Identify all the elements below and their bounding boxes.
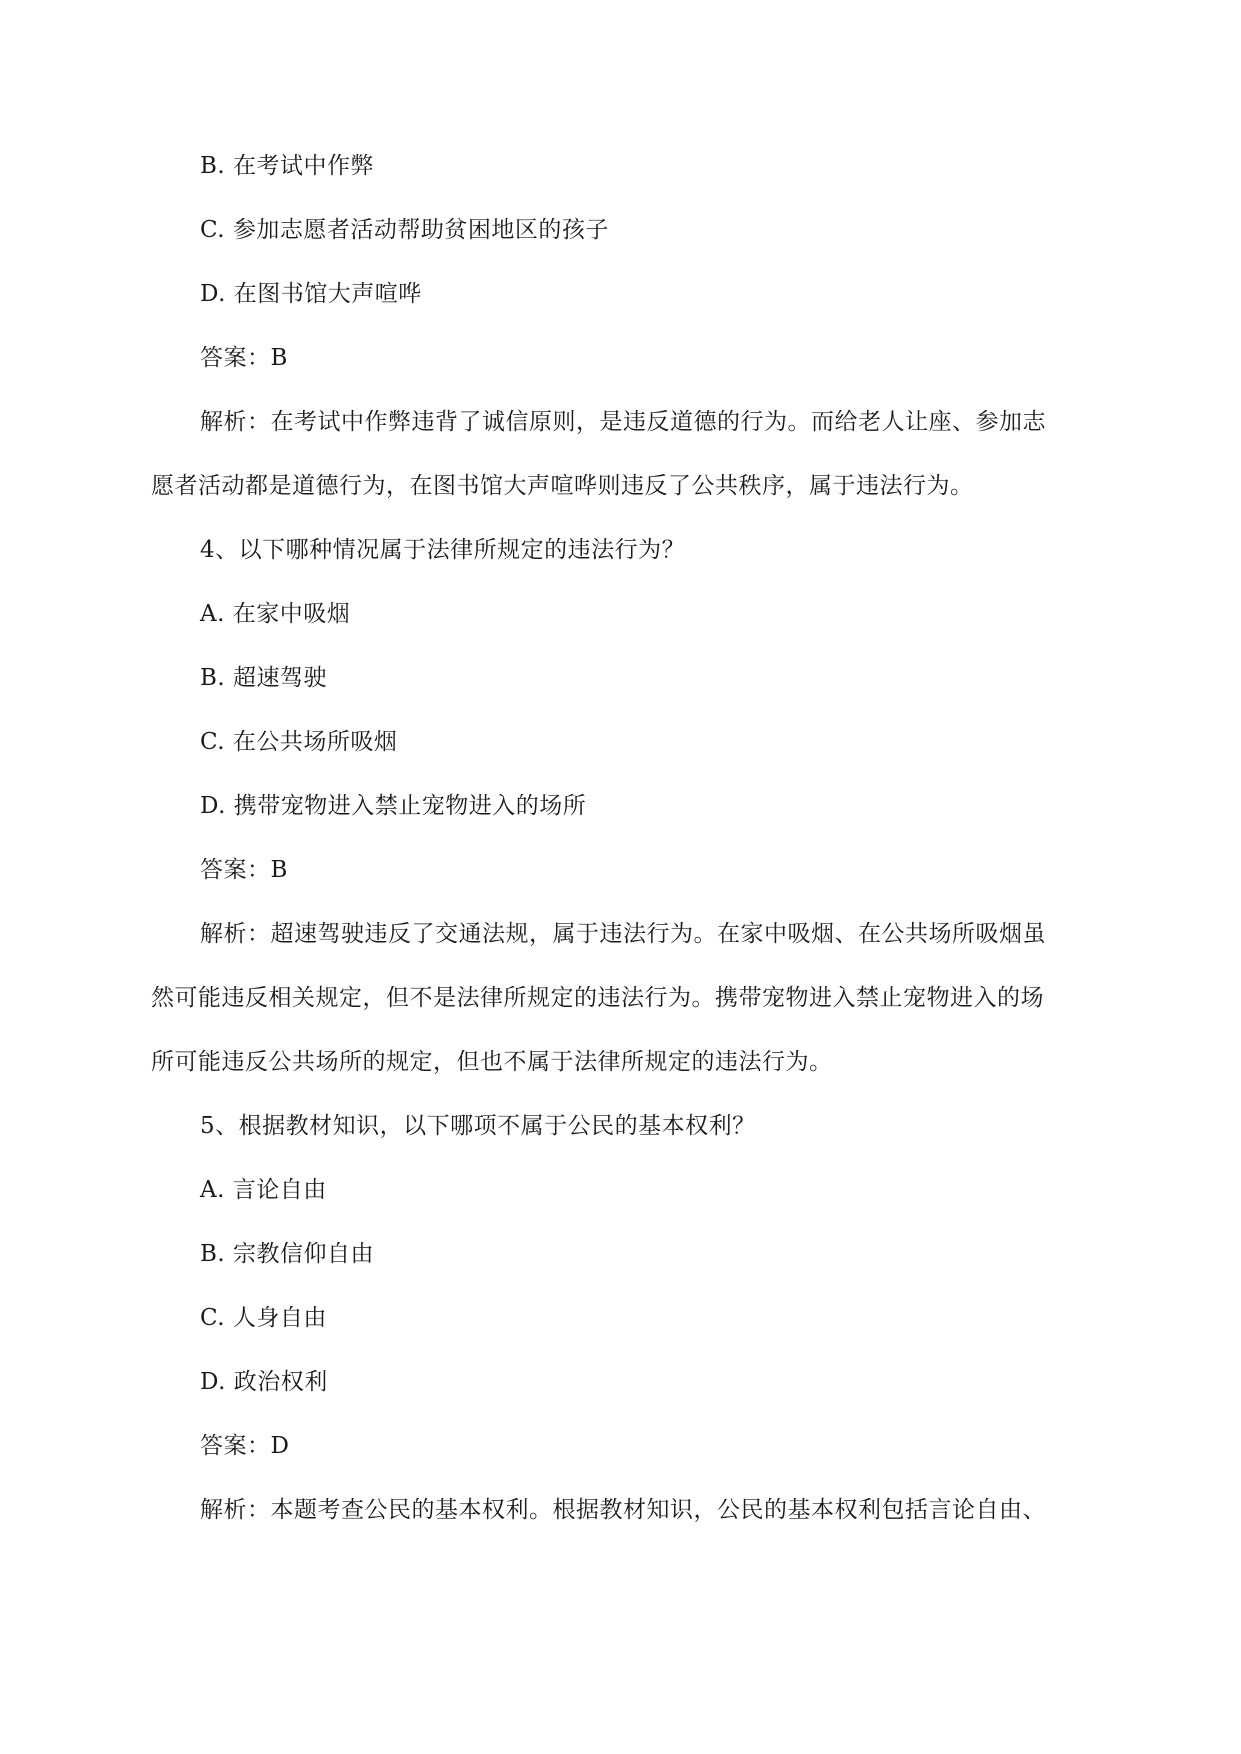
question-4: 4、以下哪种情况属于法律所规定的违法行为？ <box>200 537 686 563</box>
option-a-q4: A. 在家中吸烟 <box>200 601 351 627</box>
answer-q5: 答案：D <box>200 1433 290 1459</box>
option-c-q5: C. 人身自由 <box>200 1305 327 1331</box>
option-c-q3: C. 参加志愿者活动帮助贫困地区的孩子 <box>200 217 609 243</box>
option-d-q5: D. 政治权利 <box>200 1369 328 1395</box>
option-b-q5: B. 宗教信仰自由 <box>200 1241 375 1267</box>
option-d-q3: D. 在图书馆大声喧哗 <box>200 281 422 307</box>
analysis-q5-line-1: 解析：本题考查公民的基本权利。根据教材知识，公民的基本权利包括言论自由、 <box>200 1497 1046 1523</box>
analysis-q4-line-3: 所可能违反公共场所的规定，但也不属于法律所规定的违法行为。 <box>151 1049 833 1075</box>
option-b-q3: B. 在考试中作弊 <box>200 153 375 179</box>
option-d-q4: D. 携带宠物进入禁止宠物进入的场所 <box>200 793 587 819</box>
answer-q4: 答案：B <box>200 857 288 883</box>
question-5: 5、根据教材知识，以下哪项不属于公民的基本权利？ <box>200 1113 756 1139</box>
analysis-q4-line-2: 然可能违反相关规定，但不是法律所规定的违法行为。携带宠物进入禁止宠物进入的场 <box>151 985 1044 1011</box>
analysis-q4-line-1: 解析：超速驾驶违反了交通法规，属于违法行为。在家中吸烟、在公共场所吸烟虽 <box>200 921 1046 947</box>
option-c-q4: C. 在公共场所吸烟 <box>200 729 398 755</box>
option-a-q5: A. 言论自由 <box>200 1177 327 1203</box>
analysis-q3-line-1: 解析：在考试中作弊违背了诚信原则，是违反道德的行为。而给老人让座、参加志 <box>200 409 1046 435</box>
analysis-q3-line-2: 愿者活动都是道德行为，在图书馆大声喧哗则违反了公共秩序，属于违法行为。 <box>151 473 974 499</box>
answer-q3: 答案：B <box>200 345 288 371</box>
option-b-q4: B. 超速驾驶 <box>200 665 328 691</box>
